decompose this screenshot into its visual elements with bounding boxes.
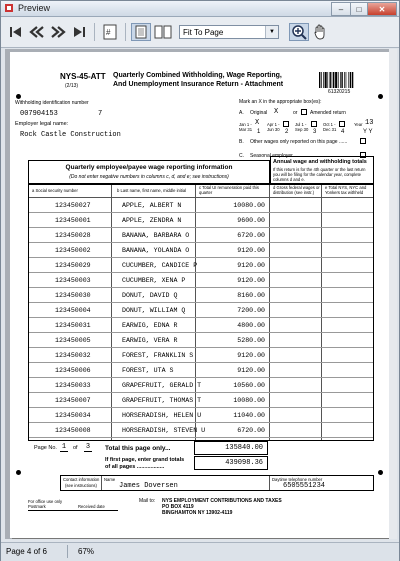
ssn-cell[interactable]: 123450001	[55, 217, 91, 224]
single-page-button[interactable]	[131, 23, 151, 41]
remuneration-cell[interactable]: 7200.00	[237, 307, 265, 314]
mail-to-line3: BINGHAMTON NY 13902-4119	[162, 510, 233, 516]
year-label: Year	[354, 122, 363, 127]
section-a-label: A.	[239, 110, 244, 116]
table-row	[29, 378, 373, 393]
quarter-label: Jul 1 - Sep 30	[295, 122, 309, 132]
year-format: Y Y	[363, 129, 373, 135]
vertical-scrollbar[interactable]	[389, 49, 397, 539]
col-e-header: e Total NYS, NYC and Yonkers tax withheld	[325, 185, 367, 195]
table-row	[29, 213, 373, 228]
quarter-label: Oct 1 - Dec 31	[323, 122, 337, 132]
mark-x-label: Mark an X in the appropriate box(es):	[239, 99, 322, 105]
annual-totals-title: Annual wage and withholding totals	[273, 159, 367, 165]
ssn-cell[interactable]: 123450007	[55, 397, 91, 404]
contact-info-box	[60, 475, 374, 491]
amended-checkbox[interactable]	[301, 109, 307, 115]
name-cell[interactable]: GRAPEFRUIT, GERALD T	[122, 382, 202, 389]
table-row	[29, 333, 373, 348]
remuneration-cell[interactable]: 10080.00	[233, 397, 265, 404]
phone-label: Daytime telephone number	[272, 477, 323, 482]
previous-page-button[interactable]	[28, 23, 46, 41]
grand-total-label-2: of all pages ..................	[105, 464, 165, 470]
ssn-cell[interactable]: 123450029	[55, 262, 91, 269]
maximize-button[interactable]: □	[350, 2, 368, 16]
name-cell[interactable]: DONUT, WILLIAM Q	[122, 307, 186, 314]
original-checkbox[interactable]: X	[274, 108, 279, 116]
name-cell[interactable]: APPLE, ALBERT N	[122, 202, 182, 209]
remuneration-cell[interactable]: 9120.00	[237, 367, 265, 374]
page-no-value[interactable]: 1	[61, 443, 67, 451]
office-use-divider	[28, 510, 118, 511]
quarter-checkbox[interactable]	[283, 121, 289, 127]
zoom-in-button[interactable]	[289, 23, 309, 41]
col-c-header: c Total UI remuneration paid this quarter	[199, 185, 259, 195]
name-cell[interactable]: CUCUMBER, XENA P	[122, 277, 186, 284]
name-cell[interactable]: EARWIG, EDNA R	[122, 322, 178, 329]
table-row	[29, 408, 373, 423]
zoom-in-icon	[291, 24, 307, 40]
table-row	[29, 258, 373, 273]
two-pages-icon	[154, 25, 172, 39]
total-page-box	[194, 441, 268, 455]
table-row	[29, 303, 373, 318]
registration-dot	[16, 470, 21, 475]
table-row	[29, 288, 373, 303]
form-code: NYS-45-ATT	[60, 72, 106, 81]
table-row	[29, 273, 373, 288]
ssn-cell[interactable]: 123450003	[55, 277, 91, 284]
form-page	[10, 52, 390, 538]
remuneration-cell[interactable]: 11040.00	[233, 412, 265, 419]
original-label: Original	[250, 110, 268, 116]
chevron-down-icon[interactable]: ▼	[265, 26, 278, 38]
grand-total-value[interactable]: 439098.36	[225, 459, 263, 467]
remuneration-cell[interactable]: 9120.00	[237, 352, 265, 359]
received-date-label: Received date	[78, 504, 105, 509]
year-value[interactable]: 13	[365, 119, 374, 127]
quarter-label: Apr 1 - Jun 30	[267, 122, 280, 132]
remuneration-cell[interactable]: 5280.00	[237, 337, 265, 344]
employer-name[interactable]: Rock Castle Construction	[20, 131, 121, 139]
page-no-label: Page No.	[34, 445, 57, 451]
pan-button[interactable]	[311, 23, 329, 41]
minimize-button[interactable]: ‒	[331, 2, 351, 16]
page-indicator: Page 4 of 6	[6, 547, 47, 556]
wage-table	[28, 184, 374, 441]
wage-info-header	[28, 160, 270, 184]
table-row	[29, 228, 373, 243]
phone-value[interactable]: 6505551234	[283, 482, 326, 490]
remuneration-cell[interactable]: 9120.00	[237, 277, 265, 284]
ssn-cell[interactable]: 123450027	[55, 202, 91, 209]
table-row	[29, 393, 373, 408]
table-row	[29, 423, 373, 438]
or-label: or	[293, 110, 298, 116]
total-page-label: Total this page only...	[105, 445, 171, 452]
name-cell[interactable]: HORSERADISH, STEVEN U	[122, 427, 206, 434]
page-number-icon	[103, 24, 117, 40]
office-use-label: For office use only	[28, 499, 63, 504]
ssn-cell[interactable]: 123450004	[55, 307, 91, 314]
table-row	[29, 198, 373, 213]
last-page-button[interactable]	[70, 23, 88, 41]
name-cell[interactable]: BANANA, YOLANDA O	[122, 247, 190, 254]
form-revision: (2/13)	[65, 83, 79, 89]
withholding-id-label: Withholding identification number	[15, 100, 89, 106]
document-viewport[interactable]	[5, 49, 396, 539]
section-b-text: Other wages only reported on this page ......	[250, 139, 348, 145]
barcode-icon	[318, 72, 368, 88]
first-page-button[interactable]	[7, 23, 25, 41]
contact-sub-label: (see instructions)	[65, 483, 97, 488]
section-c-text: Seasonal employer ..........................	[250, 153, 331, 159]
page-number-button[interactable]	[101, 23, 119, 41]
zoom-select-value: Fit To Page	[183, 28, 224, 37]
next-page-button[interactable]	[49, 23, 67, 41]
ssn-cell[interactable]: 123450033	[55, 382, 91, 389]
quarter-checkbox[interactable]	[339, 121, 345, 127]
remuneration-cell[interactable]: 9120.00	[237, 262, 265, 269]
amended-label: Amended return	[310, 110, 346, 116]
name-cell[interactable]: FOREST, FRANKLIN S	[122, 352, 194, 359]
close-button[interactable]: ✕	[367, 2, 397, 16]
toolbar	[1, 17, 399, 48]
registration-dot	[378, 470, 383, 475]
ssn-cell[interactable]: 123450008	[55, 427, 91, 434]
barcode-number: 61320215	[328, 89, 351, 95]
ssn-cell[interactable]: 123450002	[55, 247, 91, 254]
annual-totals-header	[270, 156, 374, 184]
remuneration-cell[interactable]: 10560.00	[233, 382, 265, 389]
form-title-line1: Quarterly Combined Withholding, Wage Reporting,	[113, 72, 282, 79]
remuneration-cell[interactable]: 9600.00	[237, 217, 265, 224]
ssn-cell[interactable]: 123450005	[55, 337, 91, 344]
contact-label: Contact information	[63, 477, 100, 482]
double-chevron-left-icon	[29, 26, 45, 38]
name-cell[interactable]: EARWIG, VERA R	[122, 337, 178, 344]
withholding-id[interactable]: 007904153	[20, 110, 58, 118]
contact-name-label: Name	[104, 477, 116, 482]
wage-info-subtitle: (Do not enter negative numbers in columns c, d, and e; see instructions)	[69, 174, 229, 180]
section-c-label: C.	[239, 153, 244, 159]
quarter-number: 3	[313, 129, 317, 135]
annual-totals-subtitle: If this return is for the 4th quarter or the last return you will be filing for the calendar year, complete columns d and e.	[273, 167, 366, 182]
remuneration-cell[interactable]: 9120.00	[237, 247, 265, 254]
zoom-indicator: 67%	[78, 547, 95, 556]
double-chevron-right-icon	[50, 26, 66, 38]
zoom-select[interactable]	[179, 25, 279, 39]
col-a-header: a Social security number	[32, 188, 78, 193]
remuneration-cell[interactable]: 4800.00	[237, 322, 265, 329]
total-page-value[interactable]: 135840.00	[225, 444, 263, 452]
ssn-cell[interactable]: 123450031	[55, 322, 91, 329]
withholding-id-suffix[interactable]: 7	[98, 110, 103, 118]
status-bar	[1, 542, 399, 561]
ssn-cell[interactable]: 123450030	[55, 292, 91, 299]
ssn-cell[interactable]: 123450034	[55, 412, 91, 419]
remuneration-cell[interactable]: 6720.00	[237, 232, 265, 239]
quarter-number: 1	[257, 129, 261, 135]
first-page-icon	[9, 26, 23, 38]
name-cell[interactable]: FOREST, UTA S	[122, 367, 174, 374]
name-cell[interactable]: GRAPEFRUIT, THOMAS T	[122, 397, 202, 404]
wage-info-title: Quarterly employee/payee wage reporting information	[65, 164, 233, 171]
remuneration-cell[interactable]: 6720.00	[237, 427, 265, 434]
table-row	[29, 348, 373, 363]
quarter-checkbox[interactable]	[311, 121, 317, 127]
remuneration-cell[interactable]: 8160.00	[237, 292, 265, 299]
ssn-cell[interactable]: 123450006	[55, 367, 91, 374]
name-cell[interactable]: CUCUMBER, CANDICE P	[122, 262, 198, 269]
grand-total-label: If first page, enter grand totals	[105, 457, 185, 463]
col-d-header: d Gross federal wages or distribution (see instr.)	[273, 185, 320, 195]
mail-to-line2: PO BOX 4119	[162, 504, 194, 510]
name-cell[interactable]: HORSERADISH, HELEN U	[122, 412, 202, 419]
last-page-icon	[72, 26, 86, 38]
page-total-value[interactable]: 3	[85, 443, 91, 451]
quarter-checkbox[interactable]: X	[255, 119, 260, 127]
ssn-cell[interactable]: 123450032	[55, 352, 91, 359]
name-cell[interactable]: APPLE, ZENDRA N	[122, 217, 182, 224]
quarter-label: Jan 1 - Mar 31	[239, 122, 253, 132]
name-cell[interactable]: BANANA, BARBARA O	[122, 232, 190, 239]
hand-icon	[313, 24, 327, 40]
other-wages-checkbox[interactable]	[360, 138, 366, 144]
app-icon	[4, 3, 14, 13]
table-row	[29, 363, 373, 378]
employer-name-label: Employer legal name:	[15, 121, 69, 127]
postmark-label: Postmark	[28, 504, 46, 509]
two-pages-button[interactable]	[153, 23, 173, 41]
window-title: Preview	[18, 3, 51, 13]
section-b-label: B.	[239, 139, 244, 145]
contact-name[interactable]: James Doversen	[119, 482, 178, 490]
ssn-cell[interactable]: 123450028	[55, 232, 91, 239]
table-row	[29, 318, 373, 333]
quarter-number: 4	[341, 129, 345, 135]
svg-text:#: #	[106, 28, 111, 37]
single-page-icon	[135, 25, 147, 39]
col-b-header: b Last name, first name, middle initial	[117, 188, 187, 193]
mail-to-label: Mail to:	[139, 498, 156, 504]
form-title-line2: And Unemployment Insurance Return - Attachment	[113, 81, 284, 88]
page-of-label: of	[73, 445, 78, 451]
registration-dot	[378, 94, 383, 99]
name-cell[interactable]: DONUT, DAVID Q	[122, 292, 178, 299]
quarter-number: 2	[285, 129, 289, 135]
grand-total-box	[194, 456, 268, 470]
table-row	[29, 243, 373, 258]
registration-dot	[16, 94, 21, 99]
remuneration-cell[interactable]: 10080.00	[233, 202, 265, 209]
mail-to-line1: NYS EMPLOYMENT CONTRIBUTIONS AND TAXES	[162, 498, 282, 504]
title-bar[interactable]	[1, 1, 399, 17]
